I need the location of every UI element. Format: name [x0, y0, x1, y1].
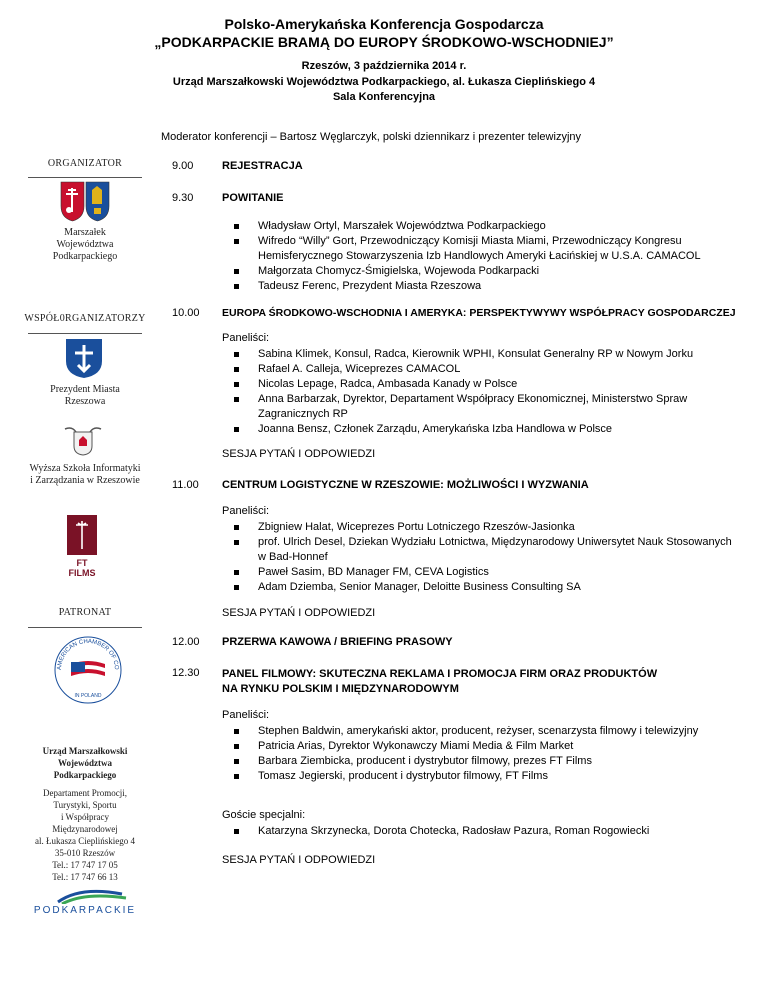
qa-session: SESJA PYTAŃ I ODPOWIEDZI [222, 607, 376, 619]
panelists-list [232, 347, 742, 437]
conference-subtitle: „PODKARPACKIE BRAMĄ DO EUROPY ŚRODKOWO-WSCHODNIEJ” [154, 34, 614, 50]
list-item: Zbigniew Halat, Wiceprezes Portu Lotniczego Rzeszów-Jasionka [232, 520, 742, 535]
list-item: Nicolas Lepage, Radca, Ambasada Kanady w Polsce [232, 377, 742, 392]
list-item: Adam Dziemba, Senior Manager, Deloitte Business Consulting SA [232, 580, 742, 595]
coorganizers-heading: WSPÓŁ0RGANIZATORZY [24, 313, 146, 324]
panelists-label: Paneliści: [222, 709, 270, 721]
list-item: Władysław Ortyl, Marszałek Województwa Podkarpackiego [232, 219, 742, 234]
wsiz-name: Wyższa Szkoła Informatyki i Zarządzania w Rzeszowie [29, 463, 141, 486]
agenda-time: 12.30 [172, 667, 200, 679]
organizer-name: Marszałek Województwa Podkarpackiego [52, 227, 118, 262]
mayor-name: Prezydent Miasta Rzeszowa [50, 384, 120, 407]
svg-text:AMERICAN CHAMBER OF COMMERCE: AMERICAN CHAMBER OF CO [56, 638, 120, 671]
list-item: prof. Ulrich Desel, Dziekan Wydziału Lotnictwa, Międzynarodowy Uniwersytet Nauk Stosowanych w Bad-Honnef [232, 535, 742, 565]
office-name: Urząd Marszałkowski Województwa Podkarpackiego [42, 746, 128, 780]
list-item: Tomasz Jegierski, producent i dystrybutor filmowy, FT Films [232, 769, 702, 784]
panelists-label: Paneliści: [222, 332, 270, 344]
conference-room: Sala Konferencyjna [332, 91, 436, 103]
panelists-list [232, 520, 742, 595]
divider [28, 333, 142, 334]
organizer-heading: ORGANIZATOR [47, 158, 123, 169]
agenda-time: 9.30 [172, 192, 194, 204]
svg-text:IN POLAND: IN POLAND [74, 693, 102, 699]
guests-list [232, 824, 742, 839]
agenda-title: POWITANIE [222, 192, 284, 204]
list-item: Anna Barbarzak, Dyrektor, Departament Współpracy Ekonomicznej, Ministerstwo Spraw Zagranicznych RP [232, 392, 742, 422]
agenda-title: PANEL FILMOWY: SKUTECZNA REKLAMA I PROMOCJA FIRM ORAZ PRODUKTÓW NA RYNKU POLSKIM I MIĘDZYNARODOWYM [222, 668, 658, 695]
list-item: Małgorzata Chomycz-Śmigielska, Wojewoda Podkarpacki [232, 264, 742, 279]
moderator-line: Moderator konferencji – Bartosz Węglarczyk, polski dziennikarz i prezenter telewizyjny [161, 131, 582, 143]
list-item: Stephen Baldwin, amerykański aktor, producent, reżyser, scenarzysta filmowy i telewizyjny [232, 724, 702, 739]
guests-label: Goście specjalni: [222, 809, 306, 821]
amcham-logo-icon [51, 634, 125, 706]
list-item: Barbara Ziembicka, producent i dystrybutor filmowy, prezes FT Films [232, 754, 702, 769]
panelists-label: Paneliści: [222, 505, 270, 517]
list-item: Paweł Sasim, BD Manager FM, CEVA Logistics [232, 565, 742, 580]
rzeszow-coat-of-arms-icon [64, 337, 104, 379]
welcome-speakers-list [232, 219, 742, 294]
qa-session: SESJA PYTAŃ I ODPOWIEDZI [222, 448, 376, 460]
list-item: Wifredo “Willy” Gort, Przewodniczący Komisji Miasta Miami, Przewodniczący Kongresu Hemisferycznego Stowarzyszenia Izb Handlowych Ameryki Łacińskiej w U.S.A. CAMACOL [232, 234, 742, 264]
ft-films-logo-icon [67, 515, 97, 555]
agenda-time: 11.00 [172, 479, 199, 491]
list-item: Tadeusz Ferenc, Prezydent Miasta Rzeszowa [232, 279, 742, 294]
wsiz-logo-icon [62, 426, 104, 456]
divider [28, 627, 142, 628]
podkarpackie-label: PODKARPACKIE [33, 905, 137, 916]
list-item: Katarzyna Skrzynecka, Dorota Chotecka, Radosław Pazura, Roman Rogowiecki [232, 824, 742, 839]
list-item: Patricia Arias, Dyrektor Wykonawczy Miami Media & Film Market [232, 739, 702, 754]
patronage-heading: PATRONAT [58, 607, 112, 618]
agenda-time: 9.00 [172, 160, 194, 172]
divider [28, 177, 142, 178]
list-item: Sabina Klimek, Konsul, Radca, Kierownik WPHI, Konsulat Generalny RP w Nowym Jorku [232, 347, 742, 362]
list-item: Joanna Bensz, Członek Zarządu, Amerykańska Izba Handlowa w Polsce [232, 422, 742, 437]
agenda-time: 10.00 [172, 307, 200, 319]
qa-session: SESJA PYTAŃ I ODPOWIEDZI [222, 854, 376, 866]
department-address: Departament Promocji, Turystyki, Sportu i Współpracy Międzynarodowej al. Łukasza Cieplińskiego 4 35-010 Rzeszów Tel.: 17 747 17 05 Tel.: 17 747 66 13 [35, 788, 135, 882]
voivodeship-coat-of-arms-icon [59, 180, 111, 222]
list-item: Rafael A. Calleja, Wiceprezes CAMACOL [232, 362, 742, 377]
ft-films-label: FT FILMS [68, 558, 96, 578]
conference-date: Rzeszów, 3 października 2014 r. [301, 60, 467, 72]
agenda-time: 12.00 [172, 636, 200, 648]
agenda-title: REJESTRACJA [222, 160, 303, 172]
agenda-title: CENTRUM LOGISTYCZNE W RZESZOWIE: MOŻLIWOŚCI I WYZWANIA [222, 479, 589, 491]
podkarpackie-logo-icon [50, 884, 130, 904]
agenda-title: PRZERWA KAWOWA / BRIEFING PRASOWY [222, 636, 453, 648]
agenda-title: EUROPA ŚRODKOWO-WSCHODNIA I AMERYKA: PERSPEKTYWYWY WSPÓŁPRACY GOSPODARCZEJ [222, 307, 736, 319]
conference-venue: Urząd Marszałkowski Województwa Podkarpackiego, al. Łukasza Cieplińskiego 4 [172, 76, 596, 88]
panelists-list [232, 724, 702, 784]
conference-title: Polsko-Amerykańska Konferencja Gospodarcza [224, 16, 544, 32]
